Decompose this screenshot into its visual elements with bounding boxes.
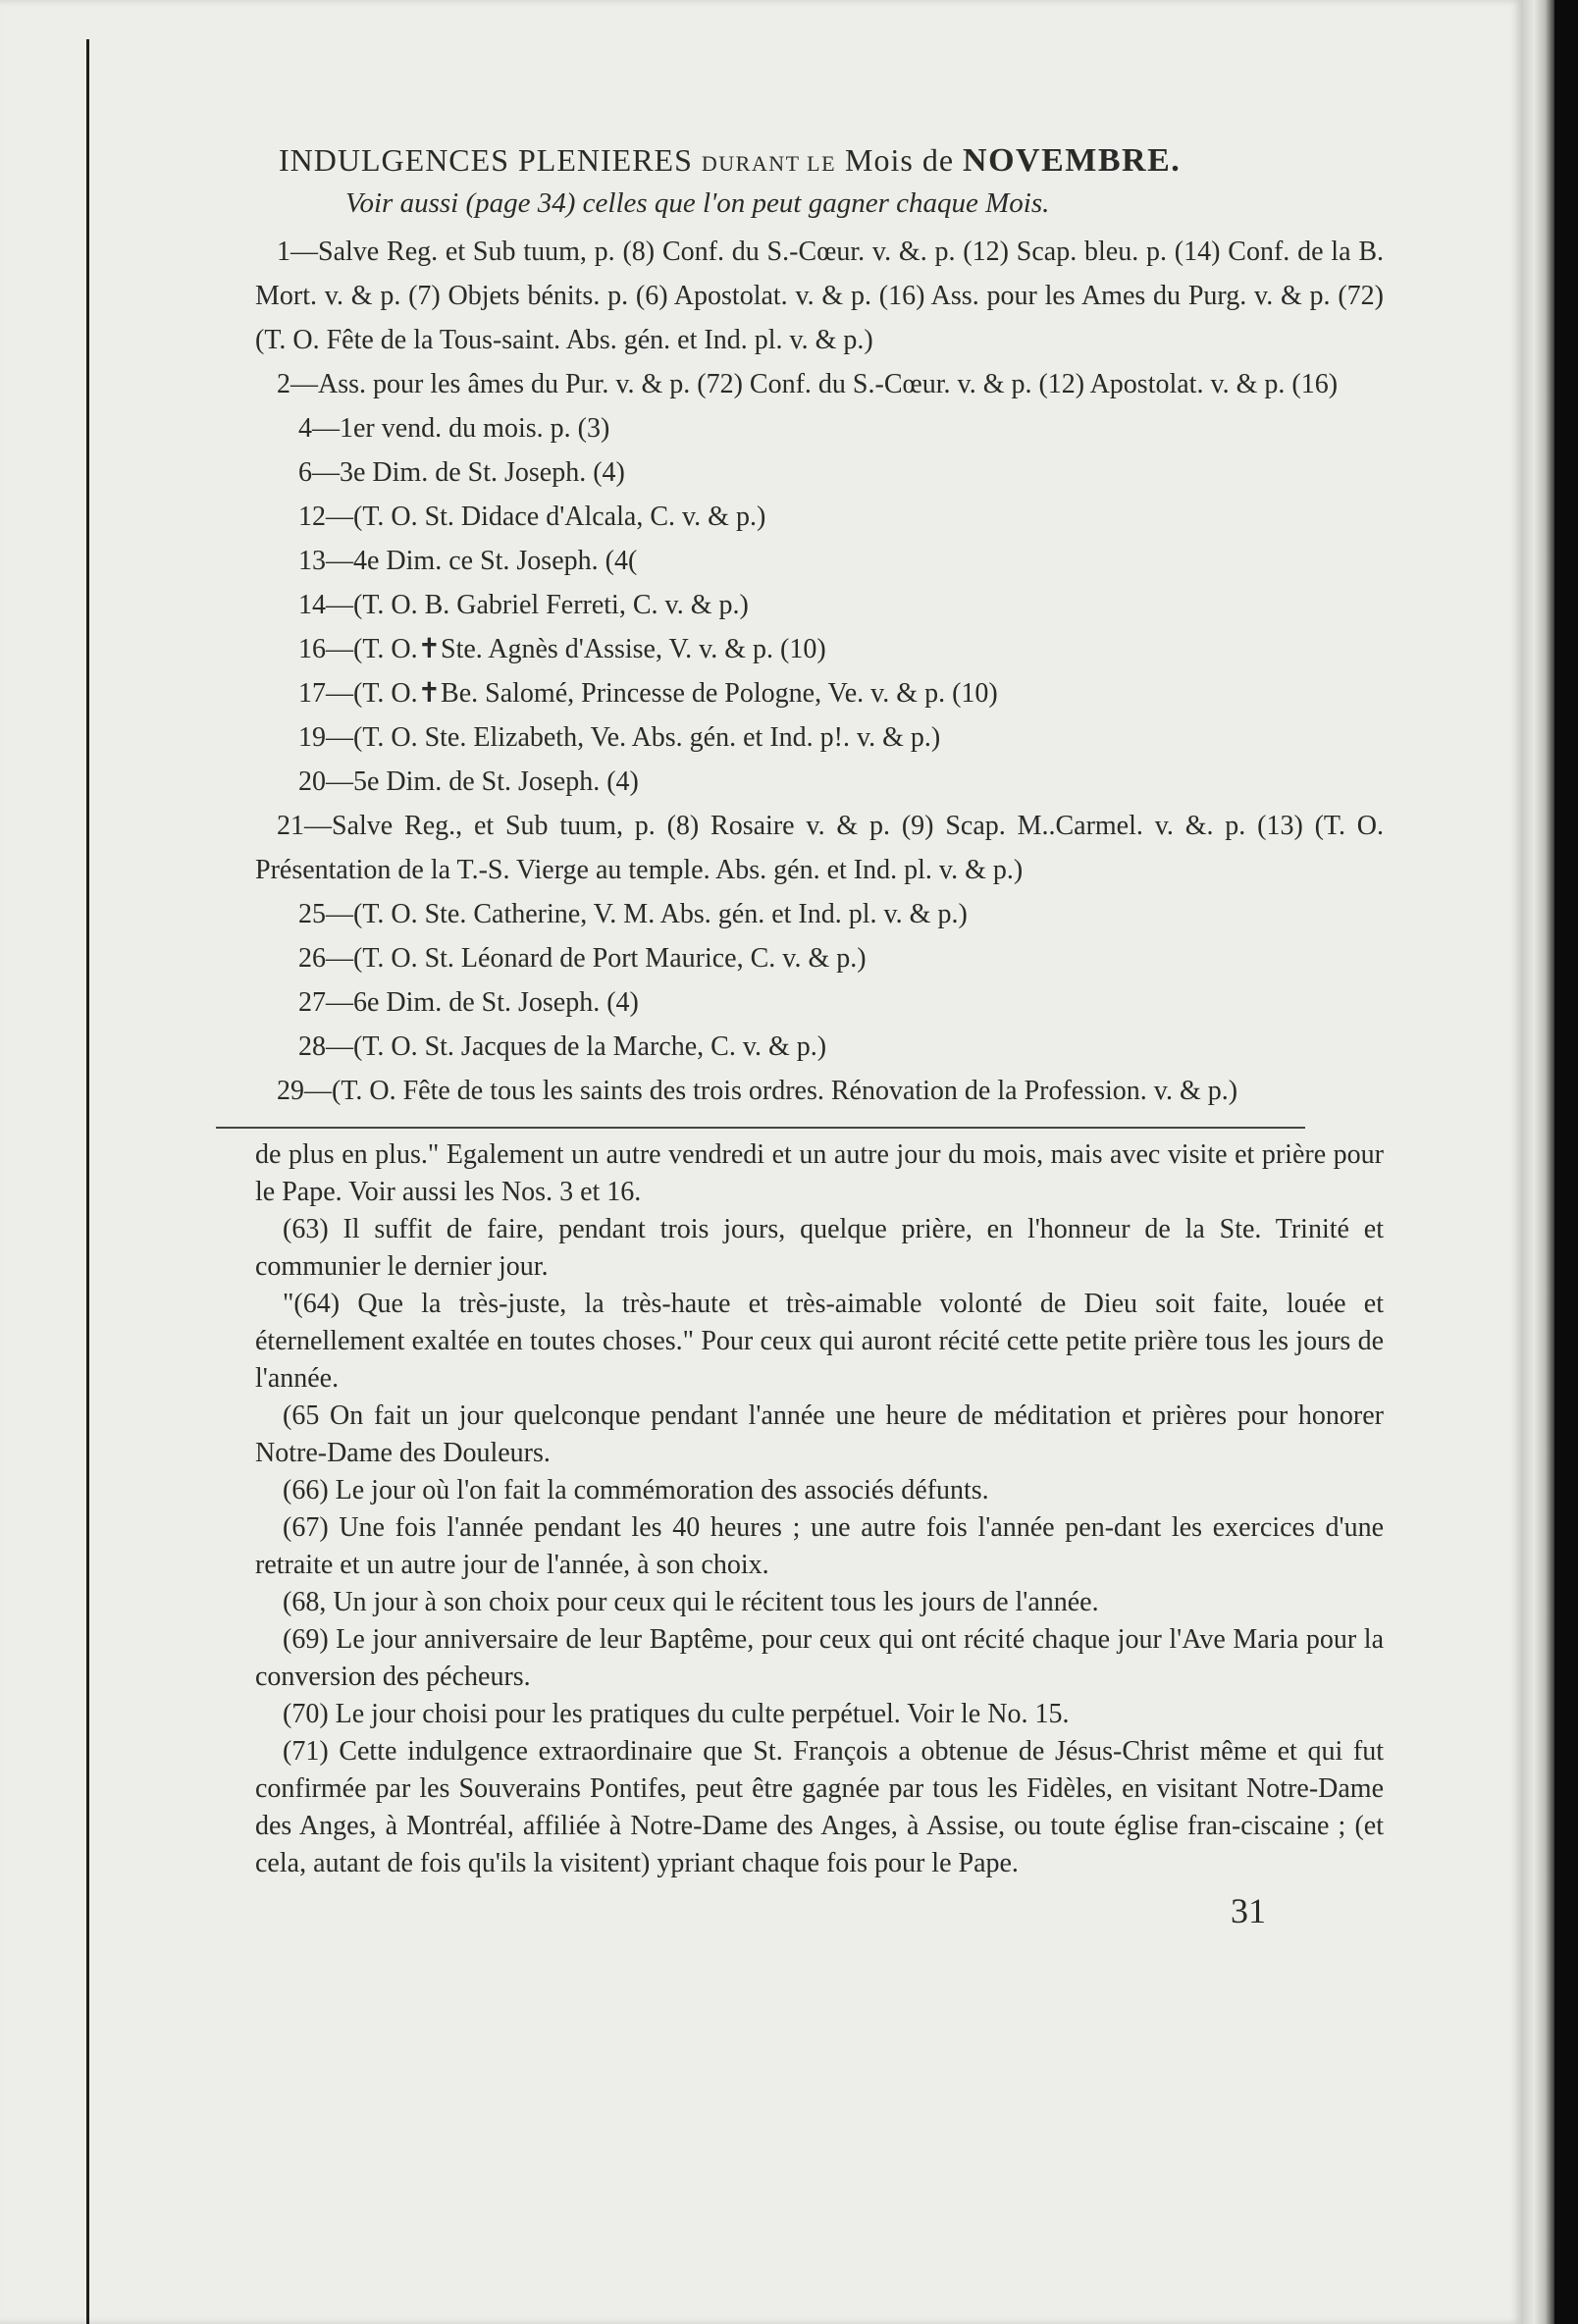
indulgence-list <box>255 230 1384 1113</box>
list-item: 12—(T. O. St. Didace d'Alcala, C. v. & p.) <box>298 502 766 532</box>
list-item: 28—(T. O. St. Jacques de la Marche, C. v. & p.) <box>298 1031 827 1062</box>
footnote: (63) Il suffit de faire, pendant trois jours, quelque prière, en l'honneur de la Ste. Trinité et communier le dernier jour. <box>255 1214 1384 1282</box>
list-item: 25—(T. O. Ste. Catherine, V. M. Abs. gén. et Ind. pl. v. & p.) <box>298 899 968 929</box>
heading-durant: DURANT LE <box>701 151 837 176</box>
list-item: 27—6e Dim. de St. Joseph. (4) <box>298 987 639 1018</box>
list-item: 14—(T. O. B. Gabriel Ferreti, C. v. & p.) <box>298 590 749 620</box>
heading-main: INDULGENCES PLENIERES <box>279 142 693 178</box>
page-number: 31 <box>1231 1891 1266 1930</box>
list-item: 20—5e Dim. de St. Joseph. (4) <box>298 766 639 797</box>
footnote: (69) Le jour anniversaire de leur Baptême, pour ceux qui ont récité chaque jour l'Ave Maria pour la conversion des pécheurs. <box>255 1624 1384 1692</box>
footnotes <box>255 1136 1384 1930</box>
page-edge <box>1523 0 1554 2324</box>
page-heading <box>279 142 1384 180</box>
heading-month: NOVEMBRE. <box>963 142 1182 179</box>
gutter-line <box>86 39 89 2324</box>
list-item: 13—4e Dim. ce St. Joseph. (4( <box>298 546 638 576</box>
list-item: 19—(T. O. Ste. Elizabeth, Ve. Abs. gén. et Ind. p!. v. & p.) <box>298 722 941 753</box>
page-content <box>255 142 1384 1930</box>
list-item: 29—(T. O. Fête de tous les saints des trois ordres. Rénovation de la Profession. v. & p.) <box>277 1076 1238 1106</box>
footnote: (68, Un jour à son choix pour ceux qui le récitent tous les jours de l'année. <box>283 1587 1099 1617</box>
list-item: 1—Salve Reg. et Sub tuum, p. (8) Conf. du S.-Cœur. v. &. p. (12) Scap. bleu. p. (14) Conf. de la B. Mort. v. & p. (7) Objets bénits. p. (6) Apostolat. v. & p. (16) Ass. pour les Ames du Purg. v. & p. (72) (T. O. Fête de la Tous-saint. Abs. gén. et Ind. pl. v. & p.) <box>255 237 1384 355</box>
section-divider <box>216 1127 1305 1129</box>
list-item: 17—(T. O.✝Be. Salomé, Princesse de Pologne, Ve. v. & p. (10) <box>298 678 998 709</box>
list-item: 6—3e Dim. de St. Joseph. (4) <box>298 457 625 488</box>
footnote: (71) Cette indulgence extraordinaire que St. François a obtenue de Jésus-Christ même et qui fut confirmée par les Souverains Pontifes, peut être gagnée par tous les Fidèles, en visitant Notre-Dame des Anges, à Montréal, affiliée à Notre-Dame des Anges, à Assise, ou toute église fran-ciscaine ; (et cela, autant de fois qu'ils la visitent) ypriant chaque fois pour le Pape. <box>255 1736 1384 1878</box>
list-item: 16—(T. O.✝Ste. Agnès d'Assise, V. v. & p. (10) <box>298 634 826 664</box>
footnote: "(64) Que la très-juste, la très-haute et très-aimable volonté de Dieu soit faite, louée et éternellement exaltée en toutes choses." Pour ceux qui auront récité cette petite prière tous les jours de l'année. <box>255 1289 1384 1394</box>
footnote: de plus en plus." Egalement un autre vendredi et un autre jour du mois, mais avec visite et prière pour le Pape. Voir aussi les Nos. 3 et 16. <box>255 1139 1384 1207</box>
subheading: Voir aussi (page 34) celles que l'on peut gagner chaque Mois. <box>345 187 1050 219</box>
heading-mois: Mois de <box>845 142 955 178</box>
list-item: 21—Salve Reg., et Sub tuum, p. (8) Rosaire v. & p. (9) Scap. M..Carmel. v. &. p. (13) (T. O. Présentation de la T.-S. Vierge au temple. Abs. gén. et Ind. pl. v. & p.) <box>255 811 1384 885</box>
list-item: 2—Ass. pour les âmes du Pur. v. & p. (72) Conf. du S.-Cœur. v. & p. (12) Apostolat. v. & p. (16) <box>277 369 1339 399</box>
list-item: 26—(T. O. St. Léonard de Port Maurice, C. v. & p.) <box>298 943 867 974</box>
footnote: (70) Le jour choisi pour les pratiques du culte perpétuel. Voir le No. 15. <box>283 1699 1070 1729</box>
footnote: (66) Le jour où l'on fait la commémoration des associés défunts. <box>283 1475 989 1505</box>
list-item: 4—1er vend. du mois. p. (3) <box>298 413 610 444</box>
footnote: (67) Une fois l'année pendant les 40 heures ; une autre fois l'année pen-dant les exercices d'une retraite et un autre jour de l'année, à son choix. <box>255 1512 1384 1580</box>
footnote: (65 On fait un jour quelconque pendant l'année une heure de méditation et prières pour honorer Notre-Dame des Douleurs. <box>255 1400 1384 1468</box>
